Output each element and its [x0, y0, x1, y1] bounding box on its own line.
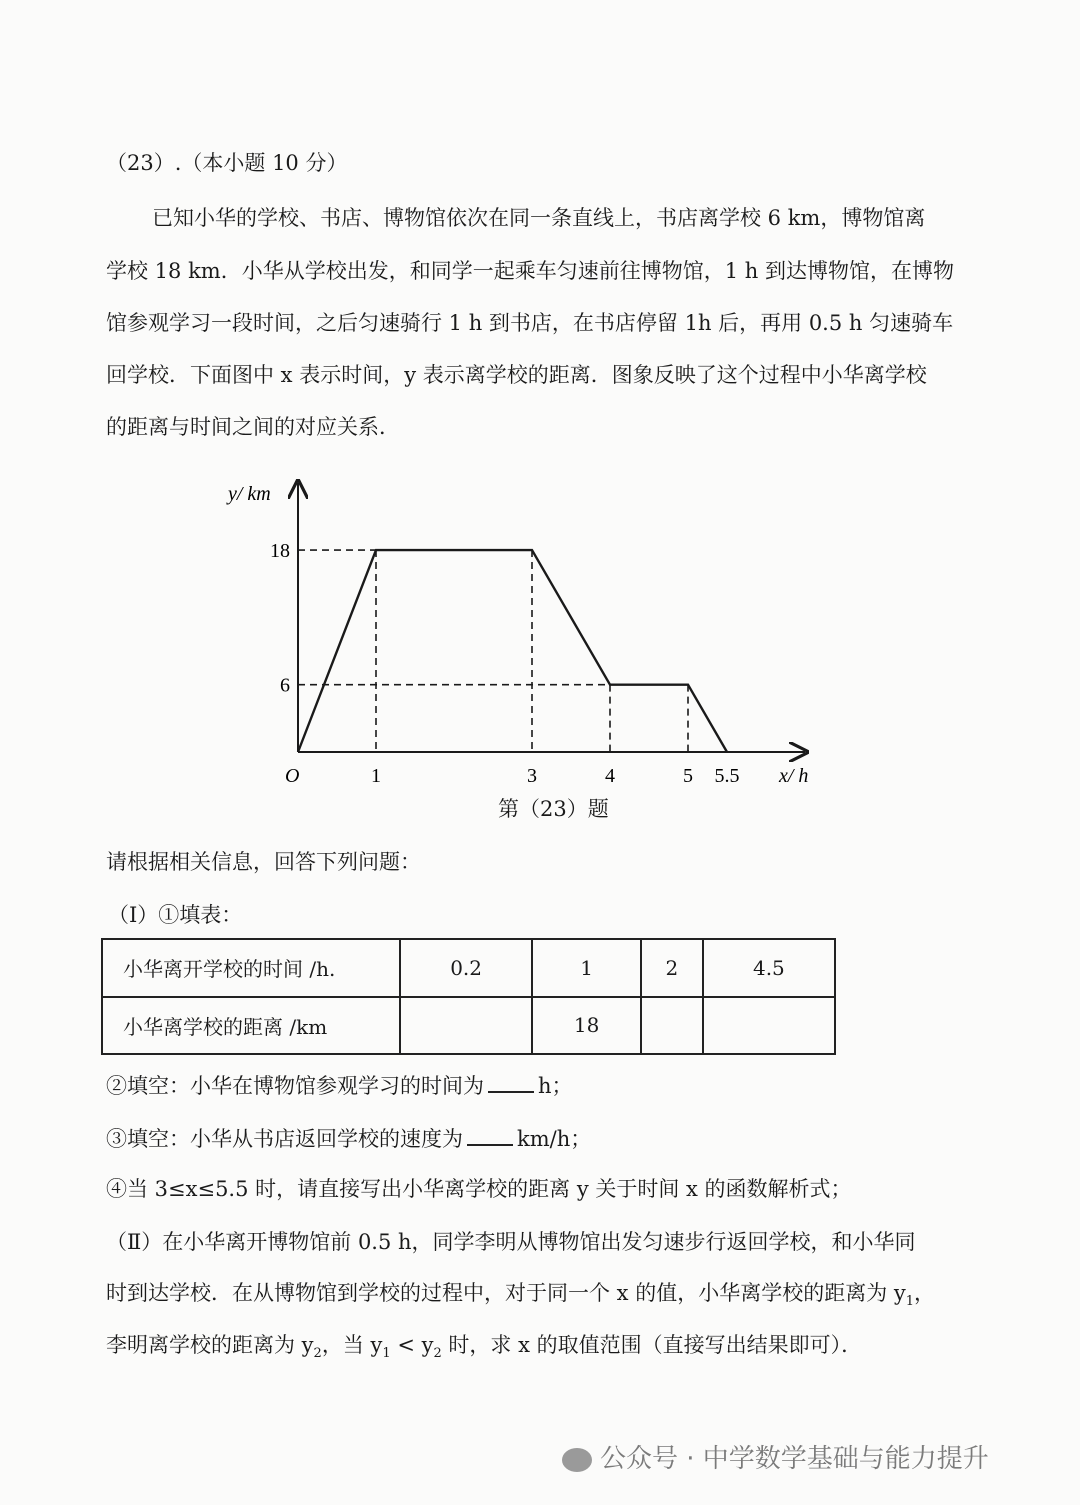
- question-4: ④当 3≤x≤5.5 时，请直接写出小华离学校的距离 y 关于时间 x 的函数解析式；: [106, 1177, 852, 1201]
- dashed-guides: [298, 550, 688, 752]
- table-cell: 2: [641, 939, 703, 997]
- x-axis-label: x/ h: [779, 765, 809, 787]
- table-cell: 18: [532, 997, 641, 1055]
- part2-line-3: 李明离学校的距离为 $y_2$，当 $y_1 < y_2$ 时，求 x 的取值范围（直接写出结果即可）．: [106, 1333, 863, 1362]
- x-tick-label: 1: [371, 765, 381, 787]
- part2-line-2: 时到达学校．在从博物馆到学校的过程中，对于同一个 x 的值，小华离学校的距离为 $y_1$，: [106, 1281, 936, 1310]
- y-tick-label: 6: [280, 674, 290, 697]
- distance-row-header: 小华离学校的距离 /km: [102, 997, 400, 1055]
- x-tick-label: 5: [683, 765, 693, 787]
- y-axis-label: y/ km: [228, 483, 271, 505]
- intro-line-5: 的距离与时间之间的对应关系．: [106, 415, 400, 439]
- table-row: [102, 939, 835, 997]
- intro-line-2: 学校 18 km．小华从学校出发，和同学一起乘车匀速前往博物馆，1 h 到达博物馆，在博物: [106, 259, 954, 283]
- part1-label: （Ⅰ）①填表：: [108, 903, 243, 927]
- intro-line-4: 回学校．下面图中 x 表示时间，y 表示离学校的距离．图象反映了这个过程中小华离学校: [106, 363, 927, 387]
- answer-blank[interactable]: [467, 1126, 513, 1146]
- intro-line-1: 已知小华的学校、书店、博物馆依次在同一条直线上，书店离学校 6 km，博物馆离: [152, 206, 926, 230]
- table-cell: 1: [532, 939, 641, 997]
- x-tick-label: 3: [527, 765, 537, 787]
- answer-cell[interactable]: [703, 997, 835, 1055]
- question-intro: 请根据相关信息，回答下列问题：: [106, 850, 421, 874]
- watermark: 公众号 · 中学数学基础与能力提升: [562, 1438, 989, 1475]
- table-cell: 4.5: [703, 939, 835, 997]
- distance-line: [298, 550, 727, 752]
- wechat-icon: [562, 1448, 592, 1472]
- y-tick-label: 18: [270, 540, 290, 563]
- origin-label: O: [285, 765, 300, 787]
- tick-labels: [270, 540, 740, 787]
- x-tick-label: 4: [605, 765, 615, 787]
- problem-header: （23）.（本小题 10 分）: [106, 151, 348, 175]
- time-row-header: 小华离开学校的时间 /h.: [102, 939, 400, 997]
- answer-blank[interactable]: [488, 1073, 534, 1093]
- fill-in-table: [101, 938, 836, 1055]
- answer-cell[interactable]: [641, 997, 703, 1055]
- x-tick-label: 5.5: [714, 765, 740, 787]
- figure-caption: 第（23）题: [498, 797, 609, 821]
- table-cell: 0.2: [400, 939, 532, 997]
- table-row: [102, 997, 835, 1055]
- question-3: ③填空：小华从书店返回学校的速度为 km/h；: [106, 1127, 592, 1151]
- question-2: ②填空：小华在博物馆参观学习的时间为 h；: [106, 1074, 573, 1098]
- part2-line-1: （Ⅱ）在小华离开博物馆前 0.5 h，同学李明从博物馆出发匀速步行返回学校，和小华同: [106, 1230, 916, 1254]
- intro-line-3: 馆参观学习一段时间，之后匀速骑行 1 h 到书店，在书店停留 1h 后，再用 0.5 h 匀速骑车: [106, 311, 954, 335]
- answer-cell[interactable]: [400, 997, 532, 1055]
